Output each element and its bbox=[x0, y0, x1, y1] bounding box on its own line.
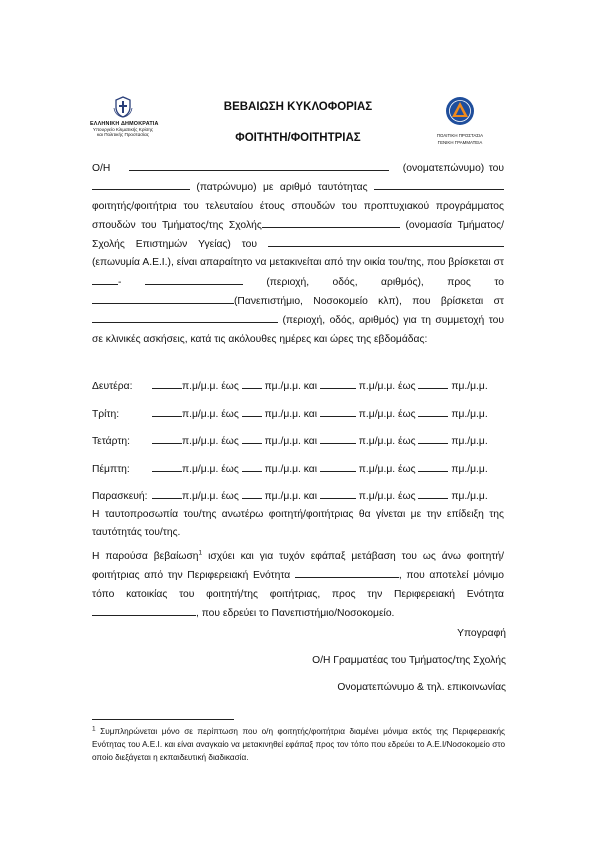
father-name-label: (πατρώνυμο) με αριθμό ταυτότητας bbox=[196, 182, 368, 194]
time-field[interactable] bbox=[242, 405, 262, 417]
time-field[interactable] bbox=[320, 432, 356, 444]
institution-address-label: (περιοχή, οδός, αριθμός) για τη συμμετοχή του σε κλινικές ασκήσεις, κατά τις ακόλουθες ημέρες και ώρες της εβδομάδας: bbox=[92, 315, 504, 345]
schedule-text: π.μ/μ.μ. έως bbox=[358, 409, 416, 420]
time-field[interactable] bbox=[152, 405, 182, 417]
study-program-text: φοιτητής/φοιτήτρια του τελευταίου έτους σπουδών του προπτυχιακού προγράμματος σπουδών του Τμήματος/της Σχολής bbox=[92, 200, 504, 231]
greek-coat-of-arms-icon bbox=[113, 96, 133, 118]
university-label: (επωνυμία Α.Ε.Ι.), είναι απαραίτητο να μετακινείται από την οικία του/της, που βρίσκεται στ bbox=[92, 257, 504, 269]
main-paragraph: Ο/Η (ονοματεπώνυμο) του (πατρώνυμο) με αριθμό ταυτότητας φοιτητής/φοιτήτρια του τελευταίου έτους σπουδών του προπτυχιακού προγράμματος σπουδών του Τμήματος/της Σχολής (ονομασία Τμήματος/Σχολής Επιστημών Υγείας) του (επωνυμία Α.Ε.Ι.), είναι απαραίτητο να μετακινείται από την οικία του/της, που βρίσκεται στ- (περιοχή, οδός, αριθμός), προς το (Πανεπιστήμιο, Νοσοκομείο κλπ), που βρίσκεται στ (περιοχή, οδός, αριθμός) για τη συμμετοχή του σε κλινικές ασκήσεις, κατά τις ακόλουθες ημέρες και ώρες της εβδομάδας: bbox=[92, 159, 504, 349]
home-prefix-field[interactable] bbox=[92, 273, 118, 285]
validity-text: ισχύει και για τυχόν εφάπαξ μετάβαση του ως άνω φοιτητή/ φοιτήτριας από την Περιφερειακή Ενότητα bbox=[92, 551, 504, 582]
footnote bbox=[92, 725, 505, 765]
day-label: Τρίτη: bbox=[92, 409, 120, 420]
schedule-text: πμ./μ.μ. και bbox=[264, 436, 318, 447]
footnote-text: Συμπληρώνεται μόνο σε περίπτωση που ο/η φοιτητής/φοιτήτρια διαμένει μόνιμα εκτός της Περιφερειακής Ενότητας του Α.Ε.Ι. και είναι αναγκαίο να μετακινηθεί εφάπαξ προς τον τόπο που εδρεύει το Α.Ε.Ι/Νοσοκομείο στο οποίο διεξάγεται η εκπαιδευτική διαδικασία. bbox=[92, 727, 505, 763]
schedule-text: πμ./μ.μ. bbox=[451, 409, 488, 420]
fullname-field[interactable] bbox=[129, 159, 389, 171]
schedule-row bbox=[92, 377, 506, 392]
time-field[interactable] bbox=[320, 377, 356, 389]
day-label: Δευτέρα: bbox=[92, 381, 133, 392]
time-field[interactable] bbox=[320, 460, 356, 472]
schedule-text: π.μ/μ.μ. έως bbox=[358, 491, 416, 502]
institution-address-field[interactable] bbox=[92, 311, 278, 323]
destination-region-field[interactable] bbox=[92, 604, 196, 616]
origin-region-field[interactable] bbox=[295, 566, 399, 578]
secretary-label: Ο/Η Γραμματέας του Τμήματος/της Σχολής bbox=[312, 655, 506, 666]
schedule-text: π.μ/μ.μ. έως bbox=[358, 436, 416, 447]
home-address-label: (περιοχή, οδός, αριθμός), προς το bbox=[266, 276, 504, 288]
schedule-text: πμ./μ.μ. και bbox=[264, 491, 318, 502]
time-field[interactable] bbox=[418, 432, 448, 444]
id-number-field[interactable] bbox=[374, 178, 504, 190]
validity-text: Η παρούσα βεβαίωση bbox=[92, 551, 199, 562]
footnote-number: 1 bbox=[92, 725, 96, 733]
schedule-text: π.μ/μ.μ. έως bbox=[182, 381, 239, 392]
schedule-row bbox=[92, 460, 506, 475]
document-subtitle: ΦΟΙΤΗΤΗ/ΦΟΙΤΗΤΡΙΑΣ bbox=[235, 132, 361, 144]
schedule-text: πμ./μ.μ. και bbox=[264, 464, 318, 475]
department-field[interactable] bbox=[262, 216, 400, 228]
fullname-label: (ονοματεπώνυμο) του bbox=[402, 163, 504, 174]
time-field[interactable] bbox=[152, 460, 182, 472]
schedule-text: πμ./μ.μ. bbox=[451, 464, 488, 475]
day-label: Παρασκευή: bbox=[92, 491, 148, 502]
ministry-line1: ΕΛΛΗΝΙΚΗ ΔΗΜΟΚΡΑΤΙΑ bbox=[90, 121, 159, 127]
schedule-row bbox=[92, 405, 506, 420]
civil-protection-logo bbox=[436, 96, 484, 145]
civil-protection-line2: ΓΕΝΙΚΗ ΓΡΑΜΜΑΤΕΙΑ bbox=[437, 140, 483, 146]
contact-label: Ονοματεπώνυμο & τηλ. επικοινωνίας bbox=[337, 682, 506, 693]
schedule-text: π.μ/μ.μ. έως bbox=[182, 436, 239, 447]
schedule-text: π.μ/μ.μ. έως bbox=[358, 464, 416, 475]
civil-protection-emblem-icon bbox=[445, 96, 475, 126]
home-address-field[interactable] bbox=[145, 273, 243, 285]
schedule-row bbox=[92, 432, 506, 447]
time-field[interactable] bbox=[242, 460, 262, 472]
footnote-ref: 1 bbox=[198, 549, 203, 557]
schedule-text: πμ./μ.μ. bbox=[451, 491, 488, 502]
ministry-line2: Υπουργείο Κλιματικής Κρίσης bbox=[92, 127, 154, 132]
schedule-text: π.μ/μ.μ. έως bbox=[182, 409, 239, 420]
time-field[interactable] bbox=[152, 487, 182, 499]
validity-paragraph bbox=[92, 548, 504, 623]
day-label: Πέμπτη: bbox=[92, 464, 130, 475]
schedule-text: πμ./μ.μ. και bbox=[264, 409, 318, 420]
time-field[interactable] bbox=[418, 405, 448, 417]
time-field[interactable] bbox=[152, 377, 182, 389]
schedule-text: πμ./μ.μ. bbox=[451, 381, 488, 392]
schedule-row bbox=[92, 487, 506, 502]
institution-label: (Πανεπιστήμιο, Νοσοκομείο κλπ), που βρίσκεται στ bbox=[234, 296, 504, 308]
signature-label: Υπογραφή bbox=[457, 628, 506, 639]
department-label: (ονομασία Τμήματος/Σχολής Επιστημών Υγείας) του bbox=[92, 219, 504, 251]
schedule-text: π.μ/μ.μ. έως bbox=[182, 491, 239, 502]
father-name-field[interactable] bbox=[92, 178, 190, 190]
time-field[interactable] bbox=[242, 377, 262, 389]
schedule-text: π.μ/μ.μ. έως bbox=[182, 464, 239, 475]
time-field[interactable] bbox=[242, 487, 262, 499]
time-field[interactable] bbox=[418, 460, 448, 472]
schedule-text: π.μ/μ.μ. έως bbox=[358, 381, 416, 392]
validity-text: , που εδρεύει το Πανεπιστήμιο/Νοσοκομείο. bbox=[196, 607, 395, 619]
time-field[interactable] bbox=[418, 487, 448, 499]
ministry-logo bbox=[90, 96, 159, 138]
schedule-text: πμ./μ.μ. bbox=[451, 436, 488, 447]
time-field[interactable] bbox=[320, 405, 356, 417]
civil-protection-line1: ΠΟΛΙΤΙΚΗ ΠΡΟΣΤΑΣΙΑ bbox=[436, 133, 484, 138]
validity-text: , που αποτελεί μόνιμο τόπο κατοικίας του φοιτητή/της φοιτήτριας, προς την Περιφερειακή Ενότητα bbox=[92, 570, 504, 600]
day-label: Τετάρτη: bbox=[92, 436, 130, 447]
ministry-line3: και Πολιτικής Προστασίας bbox=[97, 132, 149, 138]
footnote-divider bbox=[92, 719, 234, 720]
institution-field[interactable] bbox=[92, 292, 234, 304]
time-field[interactable] bbox=[418, 377, 448, 389]
university-field[interactable] bbox=[268, 235, 504, 247]
time-field[interactable] bbox=[152, 432, 182, 444]
time-field[interactable] bbox=[242, 432, 262, 444]
student-prefix: Ο/Η bbox=[92, 163, 111, 174]
document-title: ΒΕΒΑΙΩΣΗ ΚΥΚΛΟΦΟΡΙΑΣ bbox=[223, 101, 373, 113]
schedule-text: πμ./μ.μ. και bbox=[264, 381, 318, 392]
identity-paragraph: Η ταυτοπροσωπία του/της ανωτέρω φοιτητή/φοιτήτριας θα γίνεται με την επίδειξη της ταυτότητάς του/της. bbox=[92, 509, 504, 539]
time-field[interactable] bbox=[320, 487, 356, 499]
